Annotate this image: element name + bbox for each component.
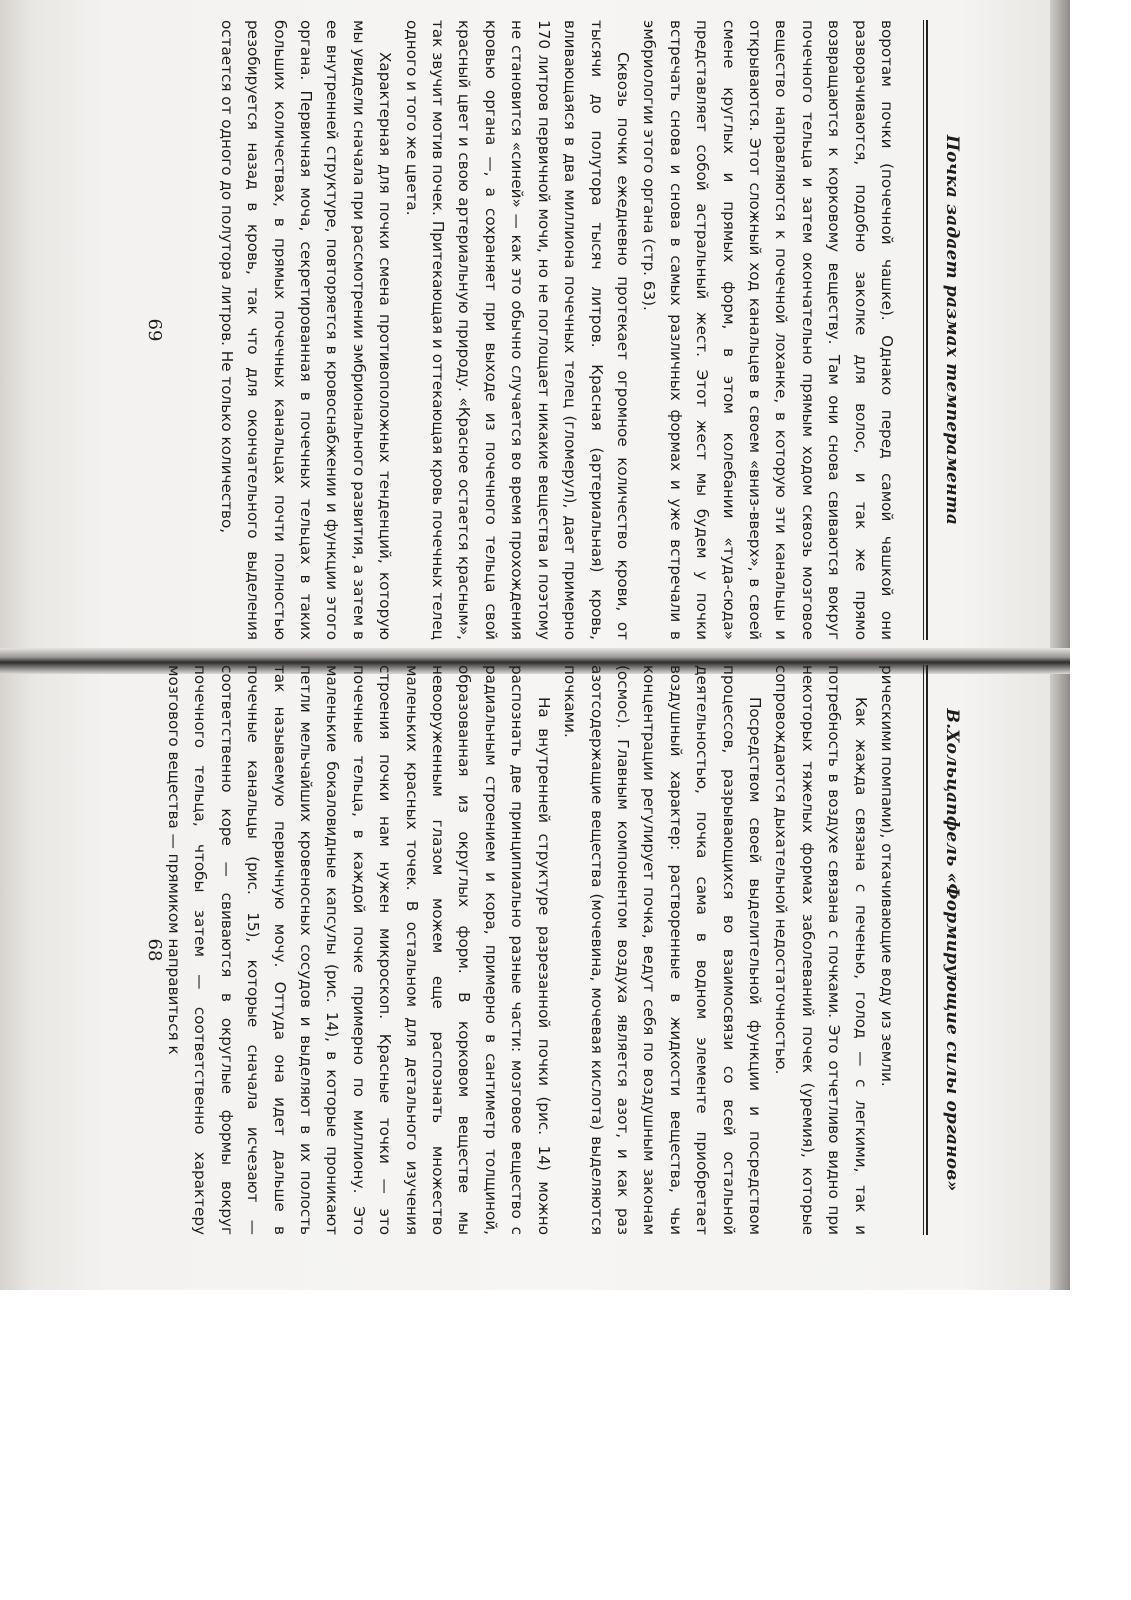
page-68	[140, 665, 1000, 1235]
page-body-text	[213, 20, 900, 640]
page-edge-left	[1050, 674, 1070, 1290]
page-number: 68	[144, 938, 165, 962]
paragraph: Как жажда связана с печенью, голод — с легкими, так и потребность в воздухе связана с почками. Это отчетливо видно при некоторых тяжелых формах заболеваний почек (уремия), которые сопровождаются дыхательной недостаточностью.	[772, 665, 870, 1235]
running-head: Почка задает размах темперамента	[942, 134, 962, 526]
paragraph: На внутренней структуре разрезанной почки (рис. 14) можно распознать две принципиально разные части: мозговое вещество с радиальным строением и кора, примерно в сантиметр толщиной, образованная из округлых форм. В корковом веществе мы невооруженным глазом можем еще распознать множество маленьких красных точек. В остальном для детального изучения строения почки нам нужен микроскоп. Красные точки — это почечные тельца, в каждой почке примерно по миллиону. Это маленькие бокаловидные капсулы (рис. 14), в которые проникают петли мельчайших кровеносных сосудов и выделяют в их полость так называемую первичную мочу. Оттуда она идет дальше в почечные канальцы (рис. 15), которые сначала исчезают — соответственно коре — свиваются в округлые формы вокруг почечного тельца, чтобы затем — соответственно характеру мозгового вещества — прямиком направиться к	[165, 665, 553, 1235]
page-69	[140, 20, 1000, 640]
header-rule	[923, 20, 928, 640]
page-body-text	[161, 665, 900, 1235]
paragraph: воротам почки (почечной чашке). Однако перед самой чашкой они разворачиваются, подобно заколке для волос, и так же прямо возвращаются к корковому веществу. Там они снова свиваются вокруг почечного тельца и затем окончательно прямым ходом сквозь мозговое вещество направляются к почечной лоханке, в которую эти канальцы и открываются. Этот сложный ход канальцев в своем «вниз-вверх», в своей смене круглых и прямых форм, в этом колебании «туда-сюда» представляет собой астральный жест. Этот жест мы будем у почки встречать снова и снова в самых различных формах и уже встречали в эмбриологии этого органа (стр. 63).	[640, 20, 896, 640]
paragraph: Характерная для почки смена противоположных тенденций, которую мы увидели сначала при рассмотрении эмбрионального развития, а затем в ее внутренней структуре, повторяется в кровоснабжении и функции этого органа. Первичная моча, секретированная в почечных тельцах в таких больших количествах, в прямых почечных канальцах почти полностью резобируется назад в кровь, так что для окончательного выделения остается от одного до полутора литров. Не только количество,	[217, 20, 395, 640]
paragraph: рическими помпами), откачивающие воду из земли.	[878, 665, 896, 1087]
running-head: В.Хольцапфель «Формирующие силы органов»	[942, 708, 962, 1192]
paragraph: Сквозь почки ежедневно протекает огромное количество крови, от тысячи до полутора тысяч литров. Красная (артериальная) кровь, вливающаяся в два миллиона почечных телец (гломерул), дает примерно 170 литров первичной мочи, но не поглощает никакие вещества и поэтому не становится «синей» — как это обычно случается во время прохождения кровью органа —, а сохраняет при выходе из почечного тельца свой красный цвет и свою артериальную природу. «Красное остается красным», так звучит мотив почек. Притекающая и оттекающая кровь почечных телец одного и того же цвета.	[402, 20, 632, 640]
header-rule	[923, 665, 928, 1235]
page-edge-right	[1050, 0, 1070, 648]
paragraph: Посредством своей выделительной функции и посредством процессов, разрывающихся во взаимосвязи со всей остальной деятельностью, почка сама в водном элементе приобретает воздушный характер: растворенные в жидкости вещества, чьи концентрации регулирует почка, ведут себя по воздушным законам (осмос). Главным компонентом воздуха является азот, и как раз азотсодержащие вещества (мочевина, мочевая кислота) выделяются почками.	[561, 665, 764, 1235]
page-number: 69	[144, 318, 165, 342]
